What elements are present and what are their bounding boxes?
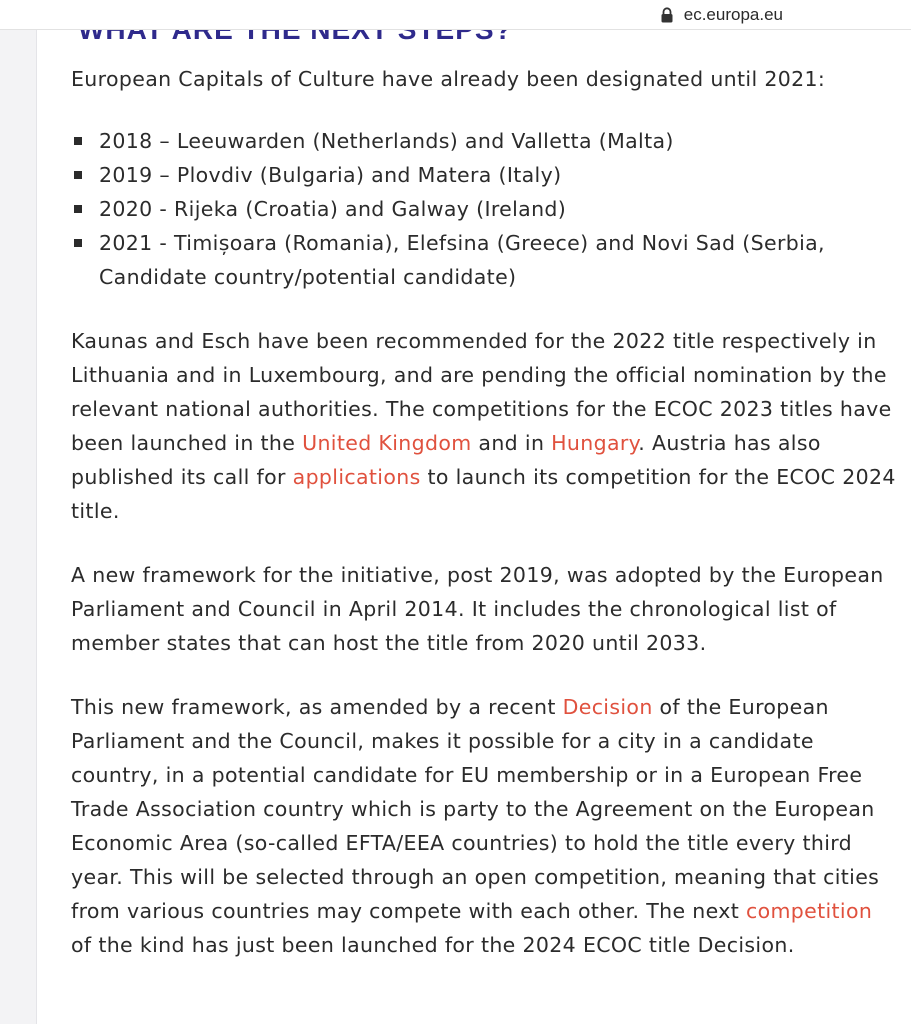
paragraph-text: of the European Parliament and the Council, makes it possible for a city in a candidate country, in a potential candidate for EU membership or in a European Free Trade Association country which is party to the Agreement on the European Economic Area (so-called EFTA/EEA countries) to hold the title every third year. This will be selected through an open competition, meaning that cities from various countries may compete with each other. The next	[71, 695, 880, 923]
nominations-paragraph	[71, 324, 896, 528]
url-text[interactable]: ec.europa.eu	[683, 4, 783, 24]
paragraph-text: . Austria has also published its call for	[71, 431, 821, 489]
paragraph-text: Kaunas and Esch have been recommended for the 2022 title respectively in Lithuania and in Luxembourg, and are pending the official nomination by the relevant national authorities. The competitions for the ECOC 2023 titles have been launched in the	[71, 329, 892, 455]
article-content	[71, 62, 896, 962]
paragraph-text: of the kind has just been launched for the 2024 ECOC title Decision.	[71, 933, 795, 957]
decision-link[interactable]: Decision	[562, 695, 653, 719]
framework-paragraph: A new framework for the initiative, post 2019, was adopted by the European Parliament and Council in April 2014. It includes the chronological list of member states that can host the title from 2020 until 2033.	[71, 563, 884, 655]
applications-link[interactable]: applications	[292, 465, 421, 489]
left-margin-rail	[0, 0, 37, 1024]
lock-icon	[660, 7, 674, 23]
list-item	[71, 124, 896, 158]
list-item	[71, 158, 896, 192]
browser-address-bar[interactable]	[0, 0, 911, 30]
list-item-text: 2020 - Rijeka (Croatia) and Galway (Ireland)	[99, 197, 567, 221]
paragraph-text: This new framework, as amended by a recent	[71, 695, 563, 719]
bullet-icon	[74, 239, 82, 247]
bullet-icon	[74, 137, 82, 145]
list-item-text: 2019 – Plovdiv (Bulgaria) and Matera (Italy)	[99, 163, 562, 187]
designated-years-list	[71, 124, 896, 294]
paragraph-text: and in	[471, 431, 552, 455]
paragraph-text: to launch its competition for the ECOC 2024 title.	[71, 465, 896, 523]
united-kingdom-link[interactable]: United Kingdom	[302, 431, 472, 455]
bullet-icon	[74, 205, 82, 213]
bullet-icon	[74, 171, 82, 179]
amendment-paragraph	[71, 690, 896, 962]
competition-link[interactable]: competition	[745, 899, 873, 923]
hungary-link[interactable]: Hungary	[551, 431, 639, 455]
list-item-text: 2018 – Leeuwarden (Netherlands) and Valletta (Malta)	[99, 129, 674, 153]
list-item	[71, 226, 896, 294]
list-item	[71, 192, 896, 226]
intro-paragraph: European Capitals of Culture have already been designated until 2021:	[71, 67, 826, 91]
list-item-text: 2021 - Timișoara (Romania), Elefsina (Greece) and Novi Sad (Serbia, Candidate country/potential candidate)	[99, 231, 825, 289]
